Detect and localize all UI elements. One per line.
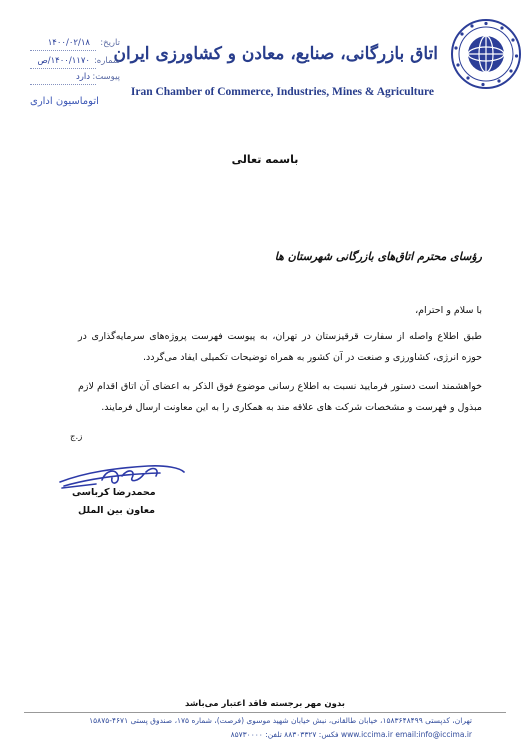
automation-stamp: اتوماسیون اداری <box>30 96 99 107</box>
number-field <box>30 56 120 70</box>
attachment-value: دارد <box>75 72 90 82</box>
typist-initials: ز.ج <box>70 432 83 442</box>
date-value: ۱۴۰۰/۰۲/۱۸ <box>47 38 90 48</box>
opening-heading: باسمه تعالی <box>231 153 299 166</box>
date-field <box>30 38 120 52</box>
addressee: رؤسای محترم اتاق‌های بازرگانی شهرستان ها <box>274 250 482 263</box>
validity-notice: بدون مهر برجسته فاقد اعتبار می‌باشد <box>185 699 345 709</box>
org-name-fa: اتاق بازرگانی، صنایع، معادن و کشاورزی ایران <box>113 44 438 64</box>
attachment-field <box>30 72 120 86</box>
footer-address: تهران، کدپستی ۱۵۸۳۶۴۸۴۹۹، خیابان طالقانی، نبش خیابان شهید موسوی (فرصت)، شماره ۱۷۵، صندوق پستی ۴۶۷۱-۱۵۸۷۵ <box>89 716 472 725</box>
attachment-dotted-line <box>30 84 96 85</box>
chamber-logo <box>450 18 522 90</box>
greeting: با سلام و احترام، <box>415 305 482 316</box>
number-dotted-line <box>30 68 96 69</box>
paragraph-2: خواهشمند است دستور فرمایید نسبت به اطلاع رسانی موضوع فوق الذکر به اعضای آن اتاق اقدام لازم مبذول و فهرست و مشخصات شرکت های علاقه مند به همکاری را به این معاونت ارسال فرمایند. <box>78 381 482 413</box>
signer-name: محمدرضا کرباسی <box>72 487 156 498</box>
number-label: شماره: <box>93 56 120 66</box>
footer-contact: www.iccima.ir email:info@iccima.ir فکس: ۸۸۳۰۳۳۲۷ تلفن: ۸۵۷۳۰۰۰۰ <box>230 730 472 739</box>
date-label: تاریخ: <box>100 38 120 48</box>
org-name-en: Iran Chamber of Commerce, Industries, Mines & Agriculture <box>130 86 434 98</box>
handwritten-signature <box>56 460 196 510</box>
attachment-label: پیوست: <box>92 72 120 82</box>
paragraph-1: طبق اطلاع واصله از سفارت قرقیزستان در تهران، به پیوست فهرست پروژه‌های سرمایه‌گذاری در حوزه انرژی، کشاورزی و صنعت در آن کشور به همراه توضیحات تکمیلی ایفاد می‌گردد. <box>78 331 482 363</box>
number-value: ۱۴۰۰/۱۱۷۰/ص <box>37 56 90 66</box>
signer-title: معاون بین الملل <box>78 505 155 516</box>
footer-divider <box>24 712 506 713</box>
date-dotted-line <box>30 50 96 51</box>
